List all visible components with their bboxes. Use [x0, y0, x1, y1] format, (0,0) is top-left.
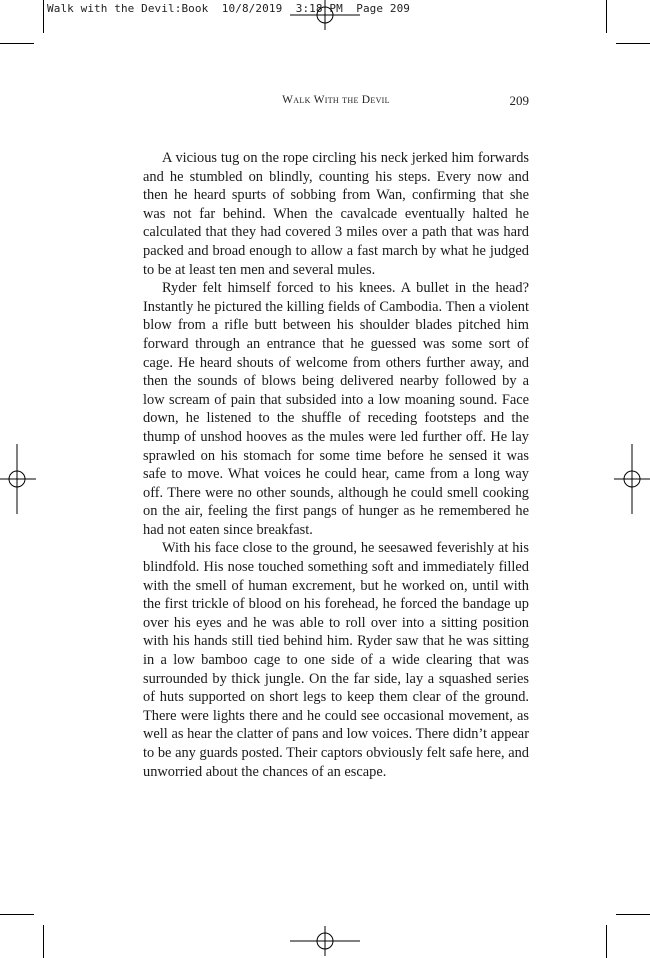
printer-slug: Walk with the Devil:Book 10/8/2019 3:18 PM Page 209	[47, 2, 411, 15]
paragraph: Ryder felt himself forced to his knees. A bullet in the head? Instantly he pictured the killing fields of Cambodia. Then a violent blow from a rifle butt between his shoulder blades pitched him forward through an entrance that he guessed was some sort of cage. He heard shouts of welcome from others further away, and then the sounds of blows being delivered nearby followed by a low scream of pain that subsided into a low moaning sound. Face down, he listened to the shuffle of receding footsteps and the thump of unshod hooves as the mules were led further off. He lay sprawled on his stomach for some time before he sensed it was safe to move. What voices he could hear, came from a long way off. There were no other sounds, although he could smell cooking on the air, feeling the first pangs of hunger as he remembered he had not eaten since breakfast.	[143, 280, 529, 538]
crop-mark-top-right-horizontal	[616, 43, 650, 44]
crop-mark-top-left-vertical	[43, 0, 44, 33]
crop-mark-bottom-right-horizontal	[616, 914, 650, 915]
crop-mark-top-left-horizontal	[0, 43, 34, 44]
running-head-title: Walk With the Devil	[282, 94, 390, 106]
crop-mark-bottom-left-vertical	[43, 925, 44, 958]
paragraph: A vicious tug on the rope circling his neck jerked him forwards and he stumbled on blindly, counting his steps. Every now and then he heard spurts of sobbing from Wan, confirming that she was not far behind. When the cavalcade eventually halted he calculated that they had covered 3 miles over a path that was hard packed and broad enough to allow a fast march by what he judged to be at least ten men and several mules.	[143, 150, 529, 278]
registration-mark-top	[290, 0, 360, 30]
body-text	[143, 149, 529, 781]
crop-mark-bottom-right-vertical	[606, 925, 607, 958]
crop-mark-bottom-left-horizontal	[0, 914, 34, 915]
page-number: 209	[509, 93, 529, 108]
running-head	[143, 94, 529, 110]
paragraph: With his face close to the ground, he seesawed feverishly at his blindfold. His nose touched something soft and immediately filled with the smell of human excrement, but he worked on, until with the first trickle of blood on his forehead, he forced the bandage up over his eyes and he was able to roll over into a sitting position with his hands still tied behind him. Ryder saw that he was sitting in a low bamboo cage to one side of a wide clearing that was surrounded by thick jungle. On the far side, lay a squashed series of huts supported on short legs to keep them clear of the ground. There were lights there and he could see occasional movement, as well as hear the clatter of pans and low voices. There didn’t appear to be any guards posted. Their captors obviously felt safe here, and unworried about the chances of an escape.	[143, 540, 529, 780]
registration-mark-left	[0, 444, 36, 514]
registration-mark-right	[614, 444, 650, 514]
crop-mark-top-right-vertical	[606, 0, 607, 33]
registration-mark-bottom	[290, 926, 360, 956]
